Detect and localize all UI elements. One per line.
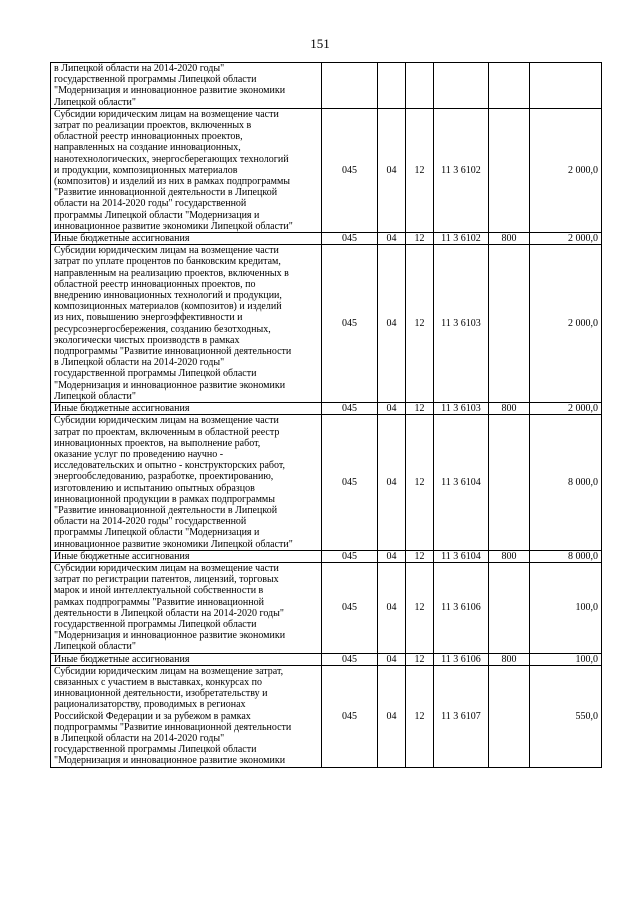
row-description: Иные бюджетные ассигнования <box>51 653 322 665</box>
subsection-code: 12 <box>406 550 434 562</box>
expense-type-code <box>489 415 530 550</box>
table-row <box>51 665 602 767</box>
expense-type-code <box>489 108 530 232</box>
row-description: Иные бюджетные ассигнования <box>51 403 322 415</box>
ministry-code: 045 <box>322 403 378 415</box>
target-article-code: 11 3 6103 <box>434 245 489 403</box>
expense-type-code: 800 <box>489 653 530 665</box>
row-description: Субсидии юридическим лицам на возмещение части затрат по проектам, включенным в областной реестр инновационных проектов, на выполнение работ, оказание услуг по проведению научно - исследовательских и опытно - конструкторских работ, энергообследованию, разработке, проектированию, изготовлению и испытанию опытных образцов инновационной продукции в рамках подпрограммы "Развитие инновационной деятельности в Липецкой области на 2014-2020 годы" государственной программы Липецкой области "Модернизация и инновационное развитие экономики Липецкой области" <box>51 415 322 550</box>
row-description: Субсидии юридическим лицам на возмещение части затрат по уплате процентов по банковским кредитам, направленным на реализацию проектов, включенных в областной реестр инновационных проектов, по внедрению инновационных технологий и продукции, композиционных материалов (композитов) и изделий из них, повышению энергоэффективности и ресурсоэнергосбережения, созданию безотходных, экологически чистых производств в рамках подпрограммы "Развитие инновационной деятельности в Липецкой области на 2014-2020 годы" государственной программы Липецкой области "Модернизация и инновационное развитие экономики Липецкой области" <box>51 245 322 403</box>
subsection-code <box>406 63 434 109</box>
target-article-code: 11 3 6104 <box>434 415 489 550</box>
table-row <box>51 653 602 665</box>
expense-type-code: 800 <box>489 550 530 562</box>
table-row <box>51 415 602 550</box>
section-code: 04 <box>378 665 406 767</box>
target-article-code: 11 3 6102 <box>434 233 489 245</box>
subsection-code: 12 <box>406 415 434 550</box>
target-article-code: 11 3 6107 <box>434 665 489 767</box>
amount <box>530 63 602 109</box>
ministry-code <box>322 63 378 109</box>
section-code: 04 <box>378 403 406 415</box>
section-code: 04 <box>378 108 406 232</box>
subsection-code: 12 <box>406 562 434 653</box>
amount: 2 000,0 <box>530 245 602 403</box>
section-code: 04 <box>378 550 406 562</box>
section-code: 04 <box>378 245 406 403</box>
expense-type-code: 800 <box>489 403 530 415</box>
expense-type-code <box>489 562 530 653</box>
section-code <box>378 63 406 109</box>
section-code: 04 <box>378 233 406 245</box>
section-code: 04 <box>378 653 406 665</box>
table-row <box>51 550 602 562</box>
row-description: Иные бюджетные ассигнования <box>51 550 322 562</box>
amount: 2 000,0 <box>530 233 602 245</box>
section-code: 04 <box>378 562 406 653</box>
row-description: Субсидии юридическим лицам на возмещение затрат, связанных с участием в выставках, конкурсах по инновационной деятельности, изобретательству и рационализаторству, проводимых в регионах Российской Федерации и за рубежом в рамках подпрограммы "Развитие инновационной деятельности в Липецкой области на 2014-2020 годы" государственной программы Липецкой области "Модернизация и инновационное развитие экономики <box>51 665 322 767</box>
amount: 2 000,0 <box>530 403 602 415</box>
target-article-code: 11 3 6102 <box>434 108 489 232</box>
target-article-code: 11 3 6106 <box>434 562 489 653</box>
ministry-code: 045 <box>322 108 378 232</box>
page-number: 151 <box>310 36 330 51</box>
expense-type-code <box>489 63 530 109</box>
amount: 550,0 <box>530 665 602 767</box>
table-row <box>51 233 602 245</box>
table-row <box>51 108 602 232</box>
target-article-code: 11 3 6103 <box>434 403 489 415</box>
subsection-code: 12 <box>406 245 434 403</box>
amount: 8 000,0 <box>530 550 602 562</box>
amount: 100,0 <box>530 653 602 665</box>
table-row <box>51 403 602 415</box>
table-row <box>51 245 602 403</box>
row-description: Иные бюджетные ассигнования <box>51 233 322 245</box>
target-article-code <box>434 63 489 109</box>
row-description: в Липецкой области на 2014-2020 годы" государственной программы Липецкой области "Модернизация и инновационное развитие экономики Липецкой области" <box>51 63 322 109</box>
ministry-code: 045 <box>322 562 378 653</box>
ministry-code: 045 <box>322 550 378 562</box>
subsection-code: 12 <box>406 233 434 245</box>
ministry-code: 045 <box>322 415 378 550</box>
subsection-code: 12 <box>406 403 434 415</box>
amount: 100,0 <box>530 562 602 653</box>
target-article-code: 11 3 6106 <box>434 653 489 665</box>
ministry-code: 045 <box>322 665 378 767</box>
amount: 2 000,0 <box>530 108 602 232</box>
subsection-code: 12 <box>406 653 434 665</box>
ministry-code: 045 <box>322 653 378 665</box>
ministry-code: 045 <box>322 245 378 403</box>
target-article-code: 11 3 6104 <box>434 550 489 562</box>
subsection-code: 12 <box>406 665 434 767</box>
row-description: Субсидии юридическим лицам на возмещение части затрат по реализации проектов, включенных в областной реестр инновационных проектов, направленных на создание инновационных, нанотехнологических, энергосберегающих технологий и продукции, композиционных материалов (композитов) и изделий из них в рамках подпрограммы "Развитие инновационной деятельности в Липецкой области на 2014-2020 годы" государственной программы Липецкой области "Модернизация и инновационное развитие экономики Липецкой области" <box>51 108 322 232</box>
amount: 8 000,0 <box>530 415 602 550</box>
ministry-code: 045 <box>322 233 378 245</box>
subsection-code: 12 <box>406 108 434 232</box>
budget-table <box>50 62 602 768</box>
row-description: Субсидии юридическим лицам на возмещение части затрат по регистрации патентов, лицензий, торговых марок и иной интеллектуальной собственности в рамках подпрограммы "Развитие инновационной деятельности в Липецкой области на 2014-2020 годы" государственной программы Липецкой области "Модернизация и инновационное развитие экономики Липецкой области" <box>51 562 322 653</box>
table-row <box>51 562 602 653</box>
expense-type-code <box>489 665 530 767</box>
table-row <box>51 63 602 109</box>
expense-type-code: 800 <box>489 233 530 245</box>
section-code: 04 <box>378 415 406 550</box>
expense-type-code <box>489 245 530 403</box>
